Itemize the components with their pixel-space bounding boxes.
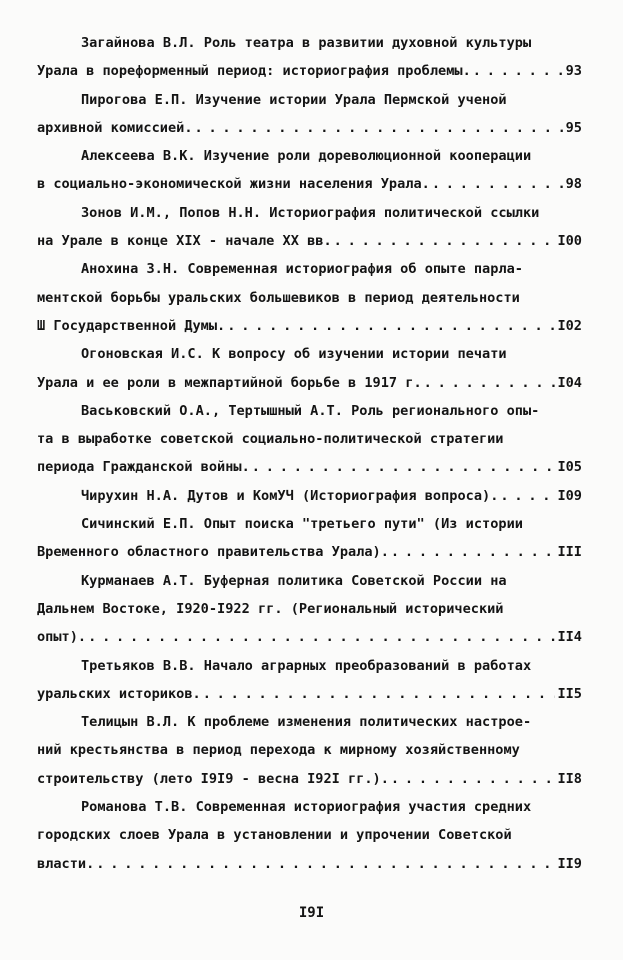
toc-entry-line	[37, 708, 582, 736]
toc-page-ref: I02	[557, 317, 582, 334]
toc-entry-text: Дальнем Востоке, I920-I922 гг. (Региональный исторический	[37, 600, 504, 617]
toc-entry	[37, 652, 582, 709]
toc-entry	[37, 708, 582, 793]
dot-leader	[96, 850, 555, 878]
toc-entry-text: уральских историков.	[37, 685, 201, 702]
dot-leader	[88, 623, 555, 651]
toc-entry	[37, 567, 582, 652]
toc-entry-text: Курманаев А.Т. Буферная политика Советской России на	[81, 572, 507, 589]
toc-entry-line	[37, 29, 582, 57]
toc-page-ref: I05	[557, 459, 582, 476]
toc-entry-line	[37, 623, 582, 651]
toc-entry-line	[37, 227, 582, 255]
toc-entry-text: Васьковский О.А., Тертышный А.Т. Роль регионального опы-	[81, 402, 540, 419]
toc-entry-text: Телицын В.Л. К проблеме изменения политических настрое-	[81, 714, 532, 731]
toc-entry-text: та в выработке советской социально-политической стратегии	[37, 431, 504, 448]
toc-page-ref: I09	[557, 487, 582, 504]
toc-entry-line	[37, 538, 582, 566]
toc-entry-line	[37, 284, 582, 312]
dot-leader	[203, 680, 556, 708]
toc-entry-line	[37, 114, 582, 142]
toc-page-ref: II5	[557, 685, 582, 702]
toc-entry-line	[37, 652, 582, 680]
toc-page-ref: I04	[557, 374, 582, 391]
toc-entry-line	[37, 453, 582, 481]
dot-leader	[500, 482, 555, 510]
toc-entry-text: Временного областного правительства Урала).	[37, 544, 389, 561]
toc-entry-line	[37, 850, 582, 878]
toc-page-ref: III	[557, 544, 582, 561]
toc-entry	[37, 340, 582, 397]
toc-entry-text: городских слоев Урала в установлении и упрочении Советской	[37, 827, 512, 844]
toc-page-ref: II4	[557, 629, 582, 646]
toc-entry-line	[37, 57, 582, 85]
toc-entry	[37, 397, 582, 482]
toc-entry	[37, 142, 582, 199]
toc-entry-line	[37, 793, 582, 821]
toc-entry	[37, 510, 582, 567]
toc-entry-text: строительству (лето I9I9 - весна I92I гг.).	[37, 770, 389, 787]
toc-entry-line	[37, 567, 582, 595]
toc-entry-text: Анохина З.Н. Современная историография об опыте парла-	[81, 261, 523, 278]
toc-entry-text: Алексеева В.К. Изучение роли дореволюционной кооперации	[81, 148, 532, 165]
toc-entry-text: периода Гражданской войны.	[37, 459, 250, 476]
dot-leader	[391, 765, 556, 793]
dot-leader	[432, 170, 564, 198]
toc-entry	[37, 199, 582, 256]
toc-entry-text: Чирухин Н.А. Дутов и КомУЧ (Историография вопроса).	[81, 487, 499, 504]
toc-entry-text: власти.	[37, 855, 95, 872]
toc-entry-text: в социально-экономической жизни населения Урала.	[37, 176, 430, 193]
toc-entry-line	[37, 312, 582, 340]
toc-page-ref: 98	[565, 176, 582, 193]
page-number: I9I	[298, 905, 325, 921]
toc-entry-text: Романова Т.В. Современная историография участия средних	[81, 799, 532, 816]
toc-page-ref: 95	[565, 119, 582, 136]
toc-entry-line	[37, 369, 582, 397]
toc-entry-text: Урала и ее роли в межпартийной борьбе в 1917 г.	[37, 374, 422, 391]
dot-leader	[195, 114, 564, 142]
toc-page-ref: I00	[557, 233, 582, 250]
toc-entry-line	[37, 142, 582, 170]
toc-entry-text: Загайнова В.Л. Роль театра в развитии духовной культуры	[81, 35, 532, 51]
toc-entry-text: Сичинский Е.П. Опыт поиска "третьего пути" (Из истории	[81, 516, 523, 533]
toc-entry-text: Ш Государственной Думы.	[37, 317, 226, 334]
toc-entry	[37, 482, 582, 510]
toc-entry-line	[37, 425, 582, 453]
toc-entry-line	[37, 595, 582, 623]
toc-entry	[37, 86, 582, 143]
toc-entry-text: архивной комиссией.	[37, 119, 193, 136]
dot-leader	[424, 369, 556, 397]
toc-entry-text: Огоновская И.С. К вопросу об изучении истории печати	[81, 346, 507, 363]
dot-leader	[334, 227, 556, 255]
toc-entry	[37, 29, 582, 86]
table-of-contents	[37, 29, 582, 878]
dot-leader	[473, 57, 564, 85]
toc-entry-line	[37, 340, 582, 368]
toc-page-ref: II9	[557, 855, 582, 872]
toc-entry-text: на Урале в конце XIX - начале XX вв.	[37, 233, 332, 250]
toc-entry-line	[37, 397, 582, 425]
toc-entry-line	[37, 510, 582, 538]
toc-entry-line	[37, 86, 582, 114]
dot-leader	[391, 538, 556, 566]
toc-entry	[37, 793, 582, 878]
toc-entry-text: Третьяков В.В. Начало аграрных преобразований в работах	[81, 657, 532, 674]
toc-entry-line	[37, 765, 582, 793]
toc-entry-line	[37, 255, 582, 283]
toc-entry-line	[37, 680, 582, 708]
dot-leader	[227, 312, 555, 340]
toc-entry	[37, 255, 582, 340]
toc-entry-text: ментской борьбы уральских большевиков в период деятельности	[37, 289, 520, 306]
toc-entry-line	[37, 199, 582, 227]
toc-entry-text: ний крестьянства в период перехода к мирному хозяйственному	[37, 742, 520, 759]
toc-entry-line	[37, 736, 582, 764]
toc-entry-text: опыт).	[37, 629, 87, 646]
toc-entry-text: Пирогова Е.П. Изучение истории Урала Пермской ученой	[81, 91, 507, 108]
toc-entry-text: Урала в пореформенный период: историография проблемы.	[37, 63, 471, 80]
dot-leader	[252, 453, 556, 481]
toc-entry-line	[37, 821, 582, 849]
toc-entry-line	[37, 170, 582, 198]
toc-entry-text: Зонов И.М., Попов Н.Н. Историография политической ссылки	[81, 204, 540, 221]
toc-page-ref: 93	[565, 63, 582, 80]
toc-page-ref: II8	[557, 770, 582, 787]
toc-entry-line	[37, 482, 582, 510]
